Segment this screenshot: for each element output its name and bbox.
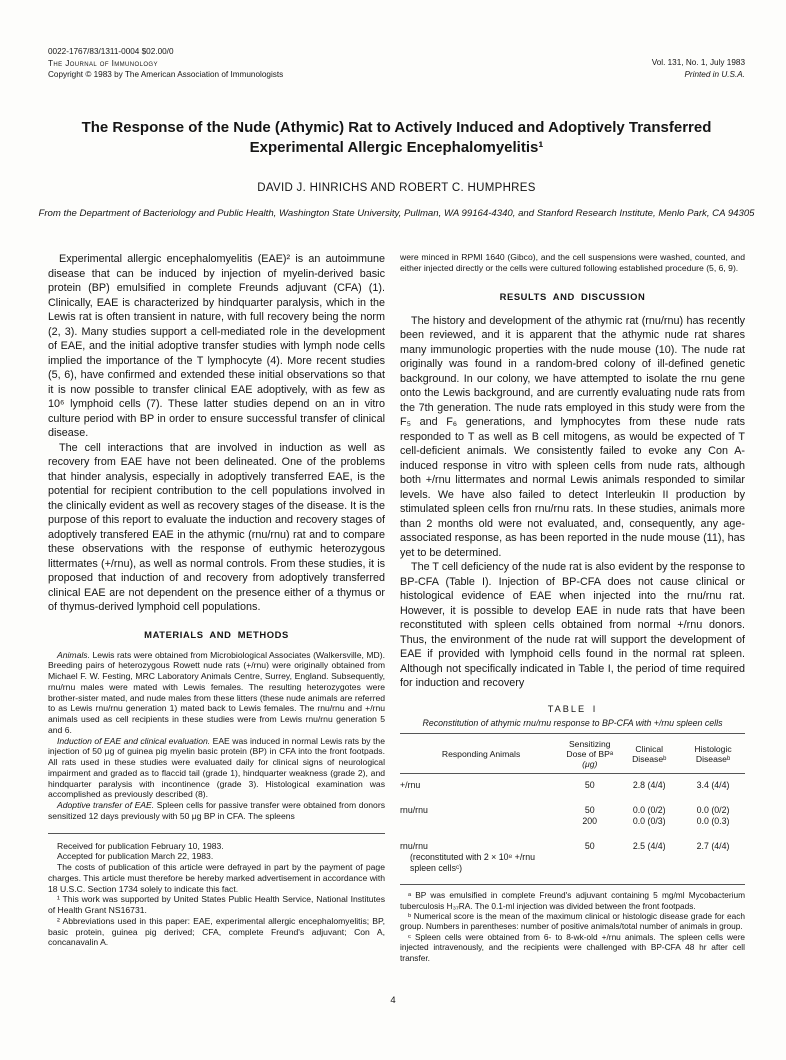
table-1 [400,704,745,963]
methods-paragraph-animals [48,650,385,736]
table-row [400,841,745,874]
journal-name: The Journal of Immunology [48,58,158,68]
footnote-abbreviations: ² Abbreviations used in this paper: EAE, experimental allergic encephalomyelitis; BP, basic protein, guinea pig derived; CFA, complete Freund's adjuvant; Con A, concanavalin A. [48,915,385,948]
footnote-received: Received for publication February 10, 1983. [57,840,224,851]
table-body [400,774,745,885]
cell-histologic [681,841,745,874]
methods-continuation: were minced in RPMI 1640 (Gibco), and the cell suspensions were washed, counted, and either injected directly or the cells were cultured following established procedure (5, 6, 9). [400,252,745,273]
results-paragraph-2: The T cell deficiency of the nude rat is also evident by the response to BP-CFA (Table I). Injection of BP-CFA does not cause clinical or histological evidence of EAE when injected into the rnu/rnu rat. However, it is possible to develop EAE in nude rats that have been reconstituted with spleen cells obtained from normal +/rnu donors. Thus, the environment of the nude rat will support the development of EAE if provided with lymphoid cells found in the normal rat spleen. Although not specifically indicated in Table I, the period of time required for induction and recovery [400,561,745,689]
footnote-separator [48,833,385,834]
animal-label: +/rnu [400,780,421,791]
table-footnotes [400,890,745,963]
dose-value: 50 [584,805,595,816]
right-column [400,252,745,963]
volume-line: Vol. 131, No. 1, July 1983 [651,58,745,67]
table-row [400,780,745,791]
methods-paragraph-adoptive [48,800,385,822]
animal-note: (reconstituted with 2 × 10⁸ +/rnu spleen cellsᶜ) [410,852,535,874]
results-paragraph-1: The history and development of the athymic rat (rnu/rnu) has recently been reviewed, and it is apparent that the athymic nude rat shares many immunologic properties with the nude mouse (10). The nude rat originally was found in a random-bred colony of ill-defined genetic background. In our colony, we have attempted to isolate the rnu gene onto the Lewis background, and are currently evaluating nude rats from the 7th generation. The nude rats employed in this study were from the F₅ and F₆ generations, and lymphocytes from these nude rats responded to T as well as B cell mitogens, as would be expected of T cell-deficient animals. We consistently failed to evoke any Con A-induced response in vitro with spleen cells from nude rats, although both +/rnu littermates and normal Lewis animals responded to similar levels. We have also failed to detect Interleukin II production by stimulated spleen cells fron rnu/rnu rats. In these studies, animals more than 2 months old were not evaluated, and, consequently, any age-associated response, as has been reported in the nude mouse (11), has yet to be determined. [400,314,745,559]
table-header-dose-unit: (μg) [582,758,598,769]
methods-lead-induction: Induction of EAE and clinical evaluation. [57,735,211,746]
cell-histologic [681,805,745,827]
cell-clinical [617,841,681,874]
table-grid [400,733,745,886]
methods-text-induction: EAE was induced in normal Lewis rats by the injection of 50 μg of guinea pig myelin basic protein (BP) in CFA into the front footpads. All rats used in these studies were evaluated daily for clinical signs of neurological impairment and graded as to flaccid tail (grade 1), hindquarter weakness (grade 2), and hindquarter paralysis with incontinence (grade 3). Histological examination was accomplished as previously described (8). [48,735,385,800]
methods-lead-animals: Animals. [57,649,90,660]
footnote-costs: The costs of publication of this article were defrayed in part by the payment of page charges. This article must therefore be hereby marked advertisement in accordance with 18 U.S.C. Section 1734 solely to indicate this fact. [48,862,385,894]
clinical-value: 2.5 (4/4) [632,841,666,852]
dose-value: 200 [582,816,598,827]
table-header-dose [562,739,617,770]
methods-text-animals: Lewis rats were obtained from Microbiological Associates (Walkersville, MD). Breeding pairs of heterozygous Rowett nude rats (+/rnu) were originally obtained from Michael F. W. Festing, MRC Laboratory Animals Centre, Surrey, England. Subsequently, rnu/rnu males were mated with Lewis females. The resulting heterozygotes were brother-sister mated, and nude males from these litters (these nude animals are referred to as Lewis rnu/rnu generation 1) mated back to Lewis females. The rnu/rnu and +/rnu animals used as cell recipients in these studies were from Lewis rnu/rnu generation 5 and 6. [48,649,385,735]
issn-line: 0022-1767/83/1311-0004 $02.00/0 [48,47,174,56]
results-heading: RESULTS AND DISCUSSION [499,290,646,302]
methods-text-adoptive: Spleen cells for passive transfer were obtained from donors sensitized 12 days previously with 50 μg BP in CFA. The spleens [48,800,385,821]
page-number: 4 [390,995,396,1006]
masthead-right [652,46,745,80]
copyright-line: Copyright © 1983 by The American Association of Immunologists [48,70,284,79]
histologic-value: 3.4 (4/4) [696,780,730,791]
table-caption: Reconstitution of athymic rnu/rnu response to BP-CFA with +/rnu spleen cells [422,717,723,728]
cell-animal [400,780,562,791]
clinical-value: 2.8 (4/4) [632,780,666,791]
histologic-value: 2.7 (4/4) [696,841,730,852]
methods-heading: MATERIALS AND METHODS [144,628,289,640]
authors: DAVID J. HINRICHS AND ROBERT C. HUMPHRES [257,182,536,194]
cell-dose [562,841,617,874]
cell-animal [400,805,562,827]
cell-histologic [681,780,745,791]
dose-value: 50 [584,841,595,852]
clinical-value: 0.0 (0/2) [632,805,666,816]
table-footnote-a: ᵃ BP was emulsified in complete Freund's adjuvant containing 5 mg/ml Mycobacterium tuberculosis H₃₇RA. The 0.1-ml injection was divided between the front footpads. [400,890,745,911]
animal-label: rnu/rnu [400,841,428,852]
table-header-row [400,734,745,775]
title-line-2: Experimental Allergic Encephalomyelitis¹ [249,139,544,156]
left-column [48,252,385,963]
masthead-left [48,46,283,81]
title-line-1: The Response of the Nude (Athymic) Rat to Actively Induced and Adoptively Transferred [81,119,712,136]
article-body [48,252,745,963]
footnote-accepted: Accepted for publication March 22, 1983. [57,851,214,862]
cell-clinical [617,805,681,827]
intro-paragraph-1: Experimental allergic encephalomyelitis (EAE)² is an autoimmune disease that can be induced by injection of myelin-derived basic protein (BP) emulsified in complete Freunds adjuvant (CFA) (1). Clinically, EAE is characterized by hindquarter paralysis, which in the Lewis rat is often transient in nature, with full recovery being the norm (2, 3). Many studies support a cell-mediated role in the development of EAE, and the initial adoptive transfer studies with lymph node cells implied the importance of the T lymphocyte (4). More recent studies (5, 6), have confirmed and extended these initial observations so that it is now possible to transfer clinical EAE adoptively, with as few as 10⁶ lymphoid cells (7). These latter studies depend on an in vitro culture period with BP in order to ensure successful transfer of clinical disease. [48,253,385,439]
table-label: TABLE I [547,703,598,714]
cell-animal [400,841,562,874]
intro-paragraph-2: The cell interactions that are involved in induction as well as recovery from EAE have not been delineated. One of the problems that hinder analysis, especially in adoptively transferred EAE, is the potential for recipient contribution to the cell populations involved in the clinically evident as well as recovery stages of the disease. It is the purpose of this report to evaluate the induction and recovery stages of adoptively transfered EAE in the athymic (rnu/rnu) rat and to compare these observations with the response of euthymic heterozygous littermates (+/rnu), as well as normal controls. From these studies, it is proposed that induction of and recovery from adoptively transferred clinical EAE are not dependent on the presence either of a thymus or of thymus-derived lymphoid cell populations. [48,441,385,613]
table-header-dose-label: Sensitizing Dose of BPᵃ [566,738,614,759]
animal-label: rnu/rnu [400,805,428,816]
cell-dose [562,780,617,791]
table-header-histologic: Histologic Diseaseᵇ [694,743,732,764]
affiliation: From the Department of Bacteriology and Public Health, Washington State University, Pullman, WA 99164-4340, and Stanford Research Institute, Menlo Park, CA 94305 [38,208,755,219]
table-header-animals: Responding Animals [441,748,521,759]
printed-line: Printed in U.S.A. [684,69,745,79]
table-footnote-c: ᶜ Spleen cells were obtained from 6- to 8-wk-old +/rnu animals. The spleen cells were injected intravenously, and the recipients were challenged with BP-CFA 48 hr after cell transfer. [400,931,745,963]
clinical-value: 0.0 (0/3) [632,816,666,827]
methods-paragraph-induction [48,736,385,801]
article-title [30,118,763,158]
title-block [30,118,763,220]
cell-clinical [617,780,681,791]
table-row [400,805,745,827]
table-footnote-b: ᵇ Numerical score is the mean of the maximum clinical or histologic disease grade for each group. Numbers in parentheses: number of positive animals/total number of animals in group. [400,910,745,932]
masthead [48,46,745,81]
table-header-clinical: Clinical Diseaseᵇ [632,743,667,764]
histologic-value: 0.0 (0/2) [696,805,730,816]
dose-value: 50 [584,780,595,791]
histologic-value: 0.0 (0.3) [696,816,730,827]
footnote-support: ¹ This work was supported by United States Public Health Service, National Institutes of Health Grant NS16731. [48,894,385,915]
cell-dose [562,805,617,827]
methods-lead-adoptive: Adoptive transfer of EAE. [57,800,155,810]
